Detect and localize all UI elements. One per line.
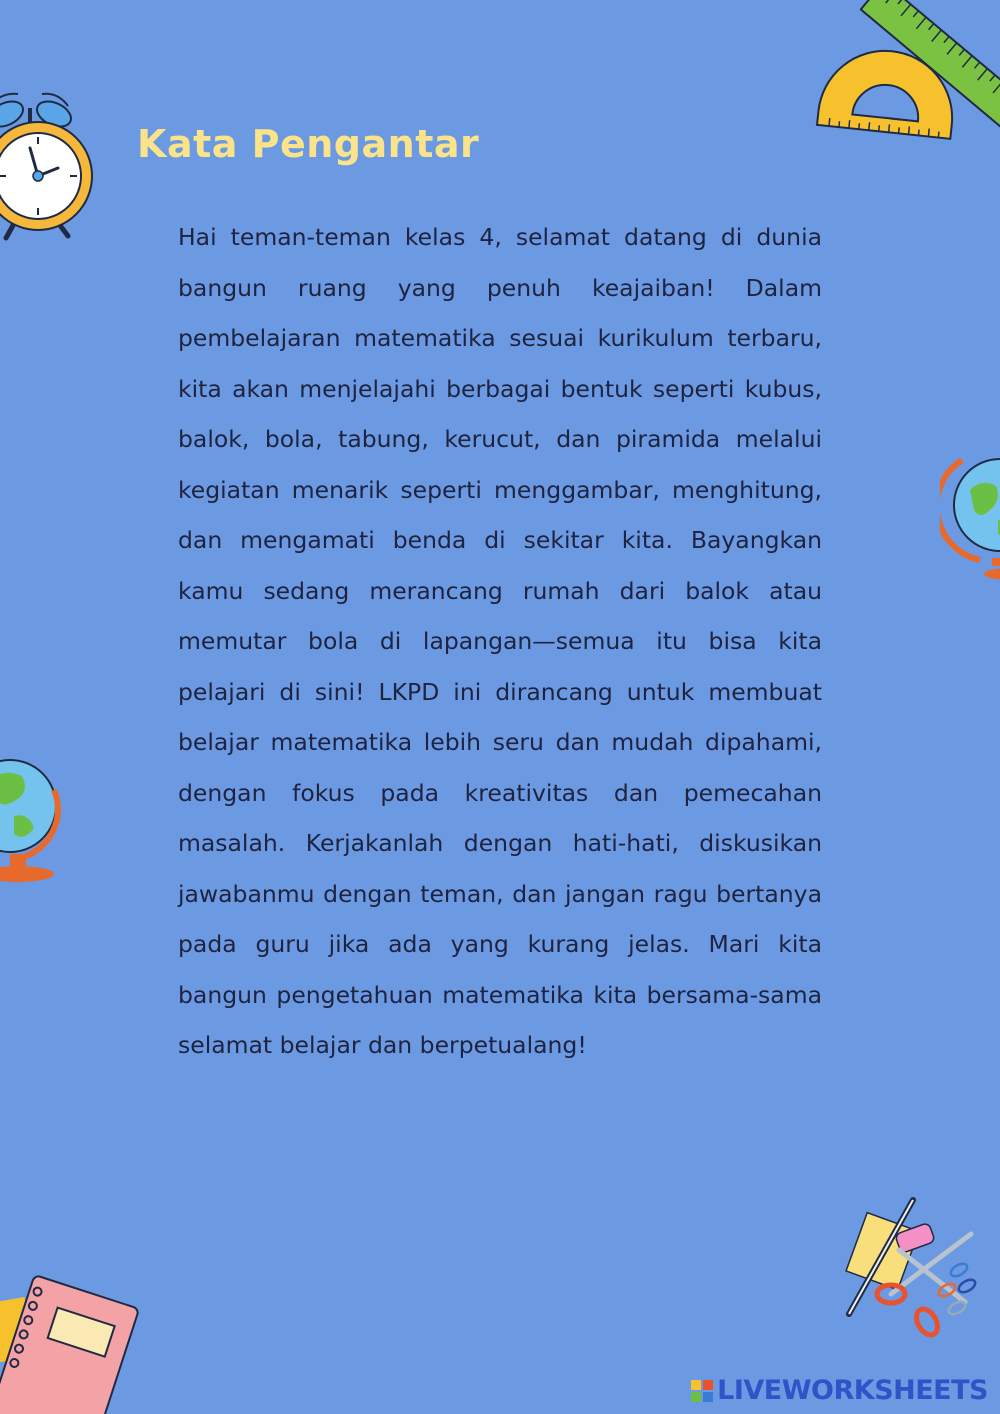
alarm-clock-icon — [0, 80, 100, 250]
liveworksheets-logo-icon — [691, 1380, 713, 1402]
notebook-icon — [0, 1270, 150, 1414]
protractor-icon — [812, 40, 962, 140]
page-title: Kata Pengantar — [137, 122, 480, 166]
watermark-text: LIVEWORKSHEETS — [717, 1375, 988, 1406]
intro-paragraph: Hai teman-teman kelas 4, selamat datang di dunia bangun ruang yang penuh keajaiban! Dalam pembelajaran matematika sesuai kurikulum terbaru, kita akan menjelajahi berbagai bentuk seperti kubus, balok, bola, tabung, kerucut, dan piramida melalui kegiatan menarik seperti menggambar, menghitung, dan mengamati benda di sekitar kita. Bayangkan kamu sedang merancang rumah dari balok atau memutar bola di lapangan—semua itu bisa kita pelajari di sini! LKPD ini dirancang untuk membuat belajar matematika lebih seru dan mudah dipahami, dengan fokus pada kreativitas dan pemecahan masalah. Kerjakanlah dengan hati-hati, diskusikan jawabanmu dengan teman, dan jangan ragu bertanya pada guru jika ada yang kurang jelas. Mari kita bangun pengetahuan matematika kita bersama-sama selamat belajar dan berpetualang! — [178, 223, 822, 1059]
globe-icon — [940, 450, 1000, 590]
globe-icon — [0, 750, 80, 890]
liveworksheets-watermark — [691, 1375, 988, 1406]
stationery-icon — [835, 1190, 995, 1340]
